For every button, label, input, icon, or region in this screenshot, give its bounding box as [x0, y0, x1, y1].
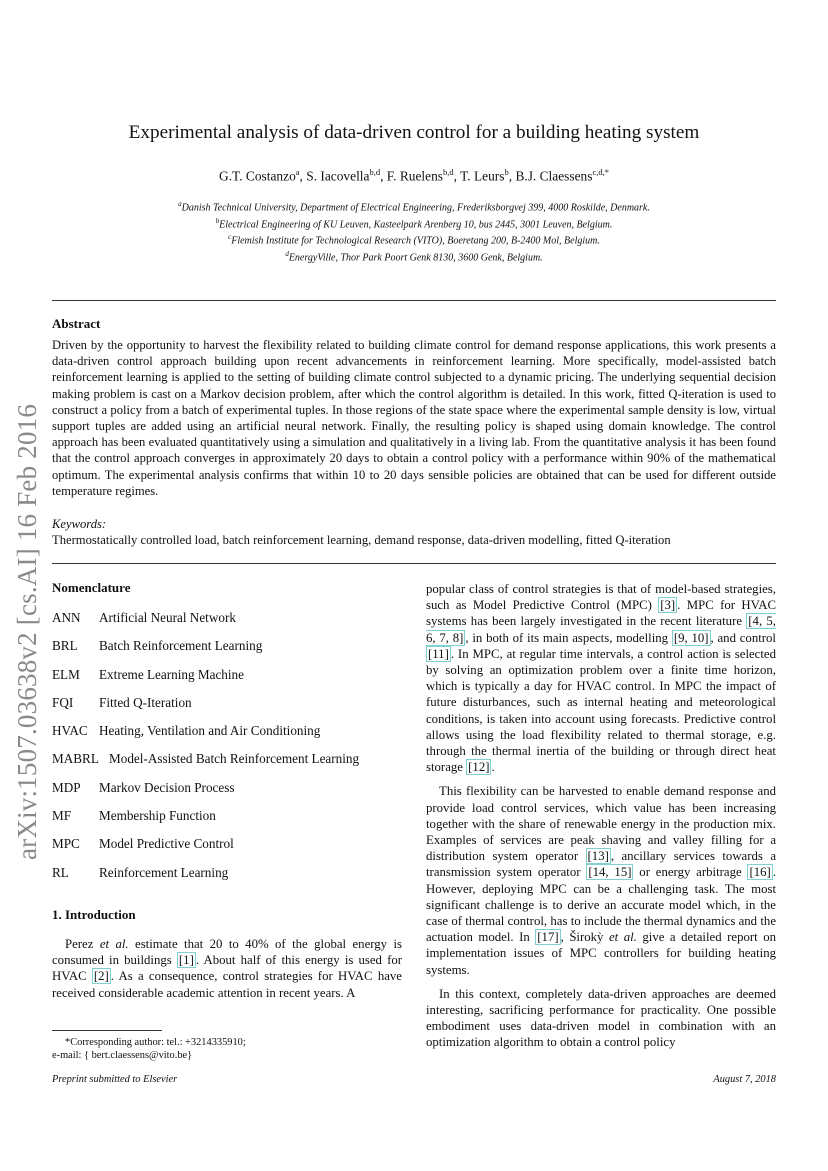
nomenclature-item: BRL Batch Reinforcement Learning: [52, 638, 263, 654]
nomenclature-item: MABRL Model-Assisted Batch Reinforcement Learning: [52, 751, 360, 767]
author-affiliation-mark: b,d: [443, 167, 454, 177]
footnote-divider: [52, 1030, 162, 1031]
keywords-text: Thermostatically controlled load, batch reinforcement learning, demand response, data-driven modelling, fitted Q-iteration: [52, 533, 671, 547]
footnote: *Corresponding author: tel.: +3214335910; e-mail: { bert.claessens@vito.be}: [52, 1037, 246, 1061]
author-list: G.T. Costanzo$^a$, S. Iacovella$^{b,d}$, F. Ruelens$^{b,d}$, T. Leurs$^b$, B.J. Claessens$^{c,d,*}$: [219, 167, 609, 184]
citation-link[interactable]: [16]: [749, 865, 771, 880]
footer-right: August 7, 2018: [713, 1074, 776, 1085]
affiliations: [0, 198, 828, 264]
footer-left: Preprint submitted to Elsevier: [52, 1074, 178, 1085]
top-divider: [52, 300, 776, 301]
body-paragraph: This flexibility can be harvested to enable demand response and provide load control services, which value has been increasing together with the share of renewable energy in the production mix. Examples of services are peak shaving and valley filling for a distribution system operator [13] , ancillary services towards a transmission system operator [14, 15] or energy arbitrage [16] . However, deploying MPC can be a challenging task. The most significant challenge is to derive an accurate model which, in the case of thermal control, has to include the thermal dynamics and the actuation model. In [17] , Širokỳ et al. give a detailed report on implementation issues of MPC controllers for building heating systems.: [426, 784, 777, 977]
nomenclature-item: MPC Model Predictive Control: [52, 836, 234, 852]
citation-link[interactable]: [3]: [660, 598, 676, 613]
introduction-heading: 1. Introduction: [52, 907, 136, 922]
citation-link[interactable]: [13]: [587, 849, 609, 864]
nomenclature-list: [52, 610, 402, 893]
author-name: B.J. Claessens: [515, 168, 593, 184]
author-name: T. Leurs: [460, 168, 505, 184]
nomenclature-item: MF Membership Function: [52, 808, 216, 824]
nomenclature-heading: Nomenclature: [52, 580, 131, 595]
author-affiliation-mark: a: [295, 167, 300, 177]
bottom-divider: [52, 563, 776, 564]
nomenclature-item: ANN Artificial Neural Network: [52, 610, 236, 625]
citation-link[interactable]: [9, 10]: [673, 630, 709, 645]
nomenclature-item: FQI Fitted Q-Iteration: [52, 694, 192, 710]
affiliation-line: $^c$Flemish Institute for Technological Research (VITO), Boeretang 200, B-2400 Mol, Belgium.: [228, 233, 600, 247]
author-affiliation-mark: c,d,*: [592, 167, 609, 177]
nomenclature-item: RL Reinforcement Learning: [52, 864, 229, 880]
citation-link[interactable]: [12]: [468, 760, 490, 775]
right-column: [426, 581, 776, 1059]
citation-link[interactable]: [17]: [537, 930, 559, 945]
author-name: S. Iacovella: [306, 168, 370, 184]
body-paragraph: popular class of control strategies is that of model-based strategies, such as Model Predictive Control (MPC) [3] . MPC for HVAC systems has been largely investigated in the recent literature [4, 5, 6, 7, 8] , in both of its main aspects, modelling [9, 10] , and control [11] . In MPC, at regular time intervals, a control action is selected by solving an optimization problem over a finite time horizon, which is typically a day for HVAC control. In MPC the impact of future disturbances, such as internal heating and meteorological conditions, is taken into account using forecasts. Predictive control allows using the load flexibility related to thermal storage, e.g. through the thermal inertia of the building or through direct heat storage [12] .: [426, 582, 777, 775]
abstract-heading: Abstract: [52, 316, 101, 331]
citation-link[interactable]: [2]: [93, 969, 109, 984]
author-name: G.T. Costanzo: [219, 168, 296, 184]
citation-link[interactable]: [4, 5, 6, 7, 8]: [426, 614, 777, 645]
body-paragraph: In this context, completely data-driven approaches are deemed interesting, sacrificing performance for practicality. One possible embodiment uses data-driven model in combination with an optimization algorithm to obtain a control policy: [426, 986, 776, 1050]
introduction-paragraph: Perez et al. estimate that 20 to 40% of the global energy is consumed in buildings [1] . About half of this energy is used for HVAC [2] . As a consequence, control strategies for HVAC have received considerable academic attention in recent years. A: [52, 937, 403, 1000]
affiliation-line: $^a$Danish Technical University, Department of Electrical Engineering, Frederiksborgvej 399, 4000 Roskilde, Denmark.: [178, 200, 650, 214]
author-affiliation-mark: b: [504, 167, 509, 177]
author-name: F. Ruelens: [386, 168, 444, 184]
citation-link[interactable]: [14, 15]: [588, 865, 632, 880]
citation-link[interactable]: [11]: [428, 646, 449, 661]
affiliation-line: $^d$EnergyVille, Thor Park Poort Genk 8130, 3600 Genk, Belgium.: [285, 249, 543, 263]
paper-title: Experimental analysis of data-driven control for a building heating system: [128, 122, 700, 143]
nomenclature-item: MDP Markov Decision Process: [52, 779, 235, 795]
arxiv-identifier: arXiv:1507.03638v2 [cs.AI] 16 Feb 2016: [12, 403, 42, 860]
abstract-text: Driven by the opportunity to harvest the flexibility related to building climate control for demand response applications, this work presents a data-driven control approach building upon recent advancements in reinforcement learning. More specifically, model-assisted batch reinforcement learning is applied to the setting of building climate control subjected to a dynamic pricing. The underlying sequential decision making problem is cast on a Markov decision problem, after which the control algorithm is detailed. In this work, fitted Q-iteration is used to construct a policy from a batch of experimental tuples. In those regions of the state space where the experimental sample density is low, virtual support tuples are added using an artificial neural network. Finally, the resulting policy is shaped using domain knowledge. The control approach has been evaluated quantitatively using a simulation and qualitatively in a living lab. From the quantitative analysis it has been found that the control approach converges in approximately 20 days to obtain a control policy with a performance within 90% of the mathematical optimum. The experimental analysis confirms that within 10 to 20 days sensible policies are obtained that can be used for different outside temperature regimes.: [52, 338, 776, 498]
nomenclature-item: ELM Extreme Learning Machine: [52, 666, 244, 682]
author-affiliation-mark: b,d: [369, 167, 381, 177]
affiliation-line: $^b$Electrical Engineering of KU Leuven, Kasteelpark Arenberg 10, bus 2445, 3001 Leuven, Belgium.: [215, 216, 613, 230]
nomenclature-item: HVAC Heating, Ventilation and Air Conditioning: [52, 723, 321, 739]
keywords-heading: Keywords:: [52, 517, 107, 531]
citation-link[interactable]: [1]: [178, 953, 194, 968]
